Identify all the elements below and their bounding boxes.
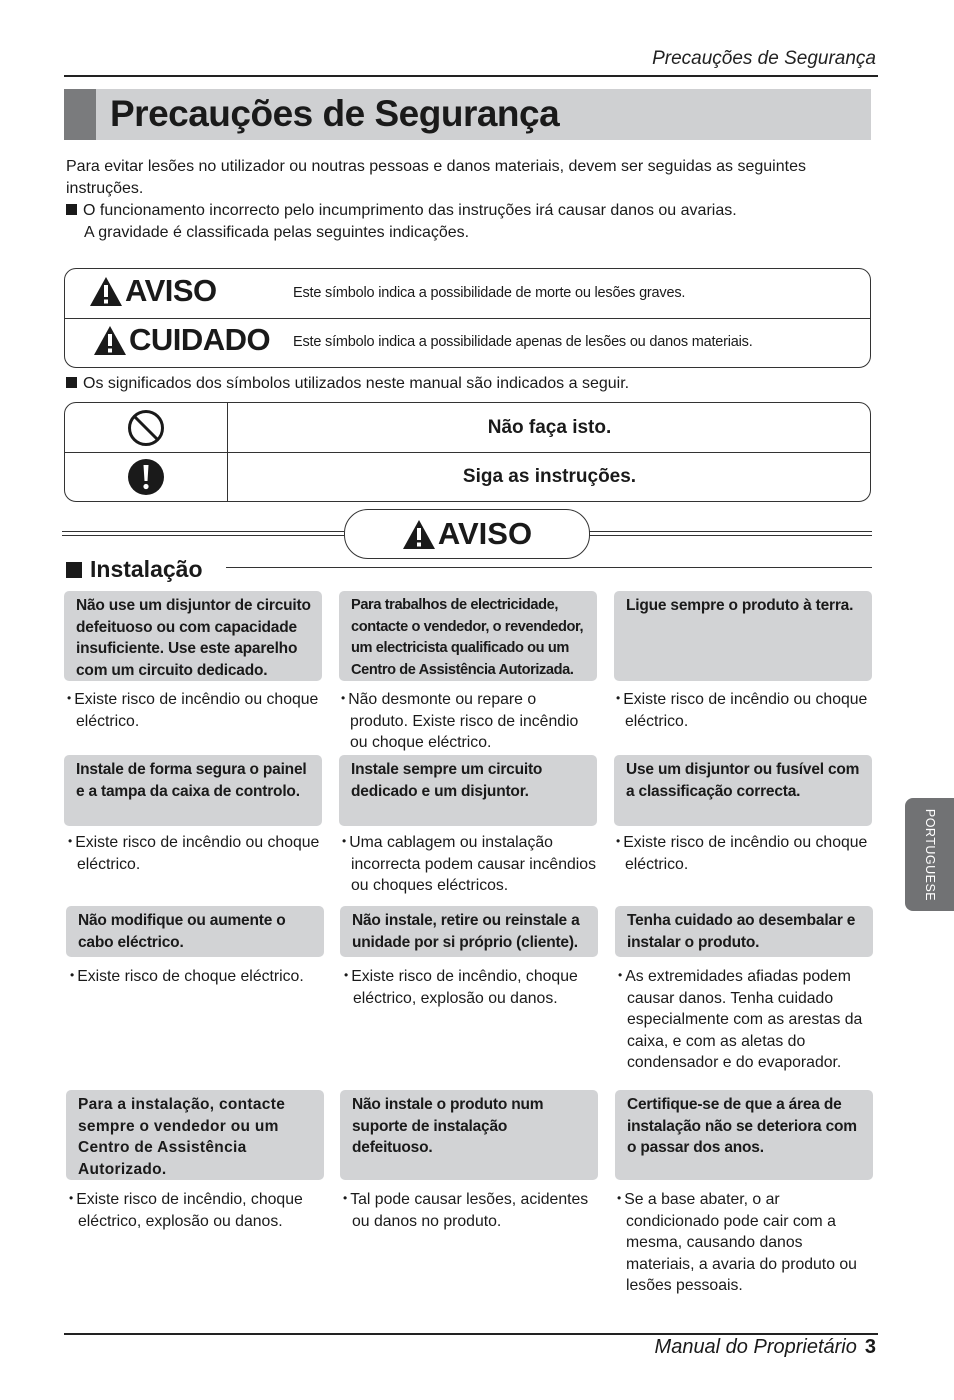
card-body: • Existe risco de incêndio ou choque eléctrico. — [68, 834, 320, 873]
card-head: Instale de forma segura o painel e a tampa da caixa de controlo. — [64, 755, 322, 826]
footer-rule — [64, 1333, 878, 1335]
card-head: Não modifique ou aumente o cabo eléctrico. — [66, 906, 324, 957]
card-body: • Existe risco de choque eléctrico. — [70, 968, 304, 985]
card-body: • Existe risco de incêndio ou choque eléctrico. — [67, 691, 319, 730]
card-body: • Não desmonte ou repare o produto. Existe risco de incêndio ou choque eléctrico. — [341, 691, 579, 751]
card-body: • Existe risco de incêndio ou choque eléctrico. — [616, 834, 868, 873]
meaning-row-prohibit — [65, 403, 870, 453]
card-head: Para trabalhos de electricidade, contacte o vendedor, o revendedor, um electricista qualificado ou um Centro de Assistência Autorizada. — [339, 591, 597, 681]
severity-row-aviso — [65, 269, 870, 319]
prohibition-icon — [127, 409, 165, 447]
language-side-tab — [905, 798, 954, 911]
square-bullet-icon — [66, 562, 82, 578]
intro-bullet-2: Os significados dos símbolos utilizados neste manual são indicados a seguir. — [66, 373, 629, 395]
warning-triangle-icon — [89, 276, 123, 307]
card-head: Use um disjuntor ou fusível com a classificação correcta. — [614, 755, 872, 826]
card-head: Tenha cuidado ao desembalar e instalar o produto. — [615, 906, 873, 957]
language-label: PORTUGUESE — [922, 808, 937, 901]
card-body: • Uma cablagem ou instalação incorrecta podem causar incêndios ou choques eléctricos. — [342, 834, 596, 894]
page-title: Precauções de Segurança — [110, 93, 560, 134]
intro-bullet-1-cont: A gravidade é classificada pelas seguintes indicações. — [84, 224, 470, 241]
header-rule — [64, 75, 878, 77]
section-heading: Instalação — [66, 556, 203, 583]
intro-paragraph: Para evitar lesões no utilizador ou noutras pessoas e danos materiais, devem ser seguidas as seguintes instruções. — [66, 158, 806, 197]
cuidado-description: Este símbolo indica a possibilidade apenas de lesões ou danos materiais. — [293, 334, 753, 350]
severity-legend — [64, 268, 871, 368]
footer — [655, 1336, 876, 1359]
aviso-description: Este símbolo indica a possibilidade de morte ou lesões graves. — [293, 285, 686, 301]
card-body: • Existe risco de incêndio, choque eléctrico, explosão ou danos. — [344, 968, 578, 1007]
title-accent — [64, 89, 96, 140]
card-head: Ligue sempre o produto à terra. — [614, 591, 872, 681]
aviso-symbol — [89, 273, 217, 309]
card-head: Para a instalação, contacte sempre o vendedor ou um Centro de Assistência Autorizado. — [66, 1090, 324, 1180]
meaning-prohibit-text: Não faça isto. — [487, 416, 612, 438]
card-body: • As extremidades afiadas podem causar danos. Tenha cuidado especialmente com as arestas da caixa, e com as aletas do condensador e do evaporador. — [618, 968, 863, 1071]
cuidado-symbol — [93, 322, 270, 358]
meaning-instructions-text: Siga as instruções. — [462, 465, 637, 487]
card-body: • Tal pode causar lesões, acidentes ou danos no produto. — [343, 1191, 589, 1230]
running-head: Precauções de Segurança — [652, 48, 876, 69]
warning-triangle-icon — [402, 519, 436, 550]
card-head: Não use um disjuntor de circuito defeituoso ou com capacidade insuficiente. Use este aparelho com um circuito dedicado. — [64, 591, 322, 681]
banner-rule-right — [588, 531, 872, 536]
card-body: • Existe risco de incêndio, choque eléctrico, explosão ou danos. — [69, 1191, 303, 1230]
card-body: • Existe risco de incêndio ou choque eléctrico. — [616, 691, 868, 730]
aviso-banner — [344, 509, 590, 559]
banner-rule-left — [62, 531, 344, 536]
section-rule — [226, 567, 872, 568]
footer-title: Manual do Proprietário — [654, 1336, 857, 1358]
exclamation-icon — [127, 458, 165, 496]
aviso-word: AVISO — [125, 273, 217, 308]
meaning-row-instructions — [65, 452, 870, 501]
card-head: Não instale o produto num suporte de instalação defeituoso. — [340, 1090, 598, 1180]
warning-triangle-icon — [93, 325, 127, 356]
square-bullet-icon — [66, 377, 77, 388]
severity-row-cuidado — [65, 318, 870, 367]
symbol-meaning-table — [64, 402, 871, 502]
square-bullet-icon — [66, 204, 77, 215]
card-head: Instale sempre um circuito dedicado e um disjuntor. — [339, 755, 597, 826]
title-bar — [64, 89, 871, 140]
card-head: Não instale, retire ou reinstale a unidade por si próprio (cliente). — [340, 906, 598, 957]
card-head: Certifique-se de que a área de instalação não se deteriora com o passar dos anos. — [615, 1090, 873, 1180]
banner-word: AVISO — [437, 516, 533, 551]
card-body: • Se a base abater, o ar condicionado pode cair com a mesma, causando danos materiais, a avaria do produto ou lesões pessoais. — [617, 1191, 857, 1294]
intro-bullet-1: O funcionamento incorrecto pelo incumprimento das instruções irá causar danos ou avarias. — [66, 200, 737, 222]
cuidado-word: CUIDADO — [129, 322, 271, 357]
page-number: 3 — [864, 1336, 876, 1358]
